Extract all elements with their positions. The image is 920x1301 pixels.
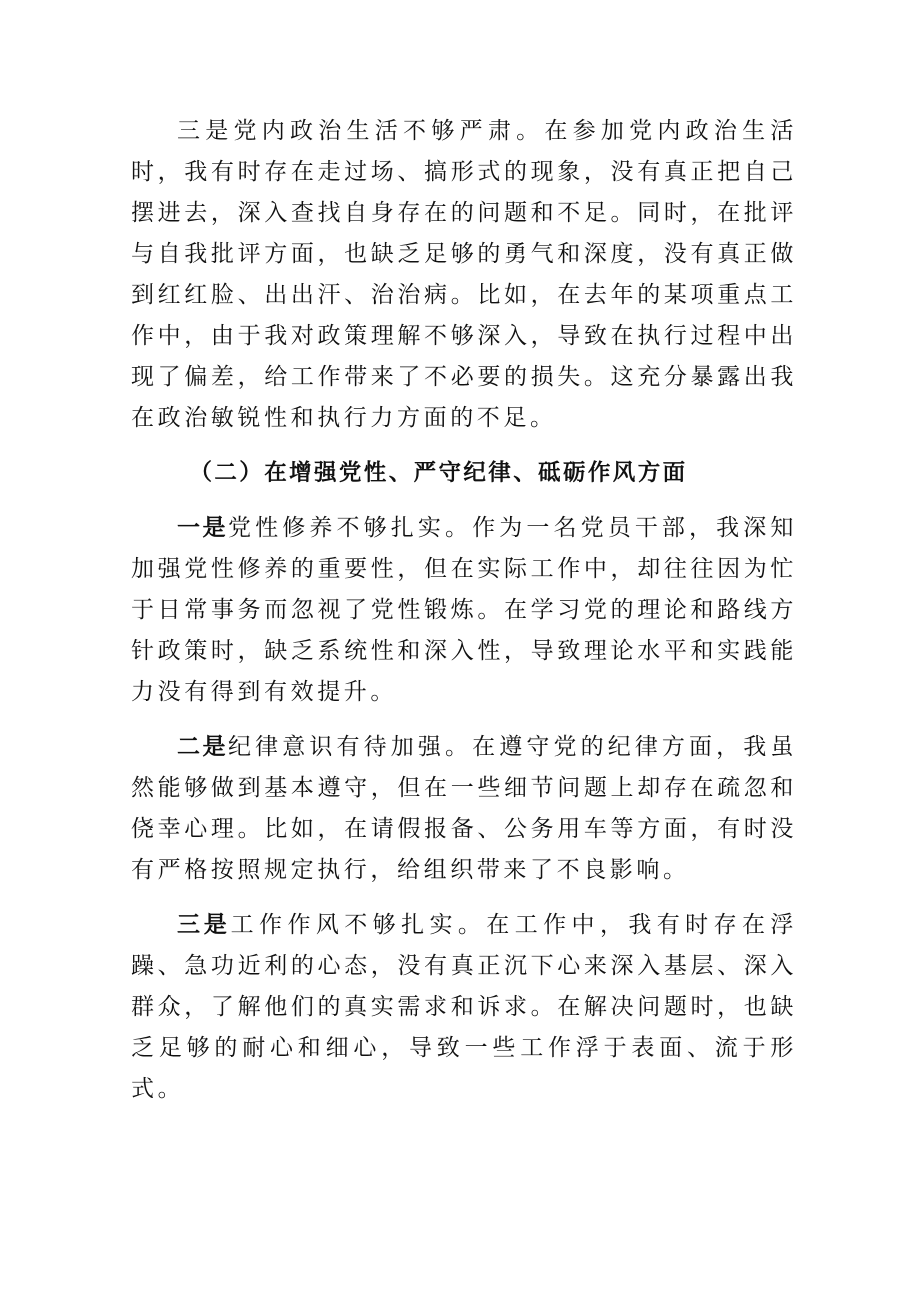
paragraph-political-life <box>131 111 797 439</box>
paragraph-lead: 三是 <box>177 912 231 938</box>
paragraph-lead: 一是 <box>177 515 229 541</box>
paragraph-discipline <box>131 727 797 891</box>
paragraph-text: 三是党内政治生活不够严肃。在参加党内政治生活时，我有时存在走过场、搞形式的现象，没有真正把自己摆进去，深入查找自身存在的问题和不足。同时，在批评与自我批评方面，也缺乏足够的勇气和深度，没有真正做到红红脸、出出汗、治治病。比如，在去年的某项重点工作中，由于我对政策理解不够深入，导致在执行过程中出现了偏差，给工作带来了不必要的损失。这充分暴露出我在政治敏锐性和执行力方面的不足。 <box>131 118 797 431</box>
paragraph-party-spirit <box>131 508 797 713</box>
paragraph-text: 党性修养不够扎实。作为一名党员干部，我深知加强党性修养的重要性，但在实际工作中，却往往因为忙于日常事务而忽视了党性锻炼。在学习党的理论和路线方针政策时，缺乏系统性和深入性，导致理论水平和实践能力没有得到有效提升。 <box>131 515 798 705</box>
document-body <box>131 111 797 1124</box>
paragraph-work-style <box>131 905 797 1110</box>
paragraph-text: 工作作风不够扎实。在工作中，我有时存在浮躁、急功近利的心态，没有真正沉下心来深入基层、深入群众，了解他们的真实需求和诉求。在解决问题时，也缺乏足够的耐心和细心，导致一些工作浮于表面、流于形式。 <box>131 912 798 1102</box>
paragraph-lead: 二是 <box>177 734 229 760</box>
paragraph-text: 纪律意识有待加强。在遵守党的纪律方面，我虽然能够做到基本遵守，但在一些细节问题上却存在疏忽和侥幸心理。比如，在请假报备、公务用车等方面，有时没有严格按照规定执行，给组织带来了不良影响。 <box>131 734 798 883</box>
section-heading-2: （二）在增强党性、严守纪律、砥砺作风方面 <box>189 460 688 486</box>
